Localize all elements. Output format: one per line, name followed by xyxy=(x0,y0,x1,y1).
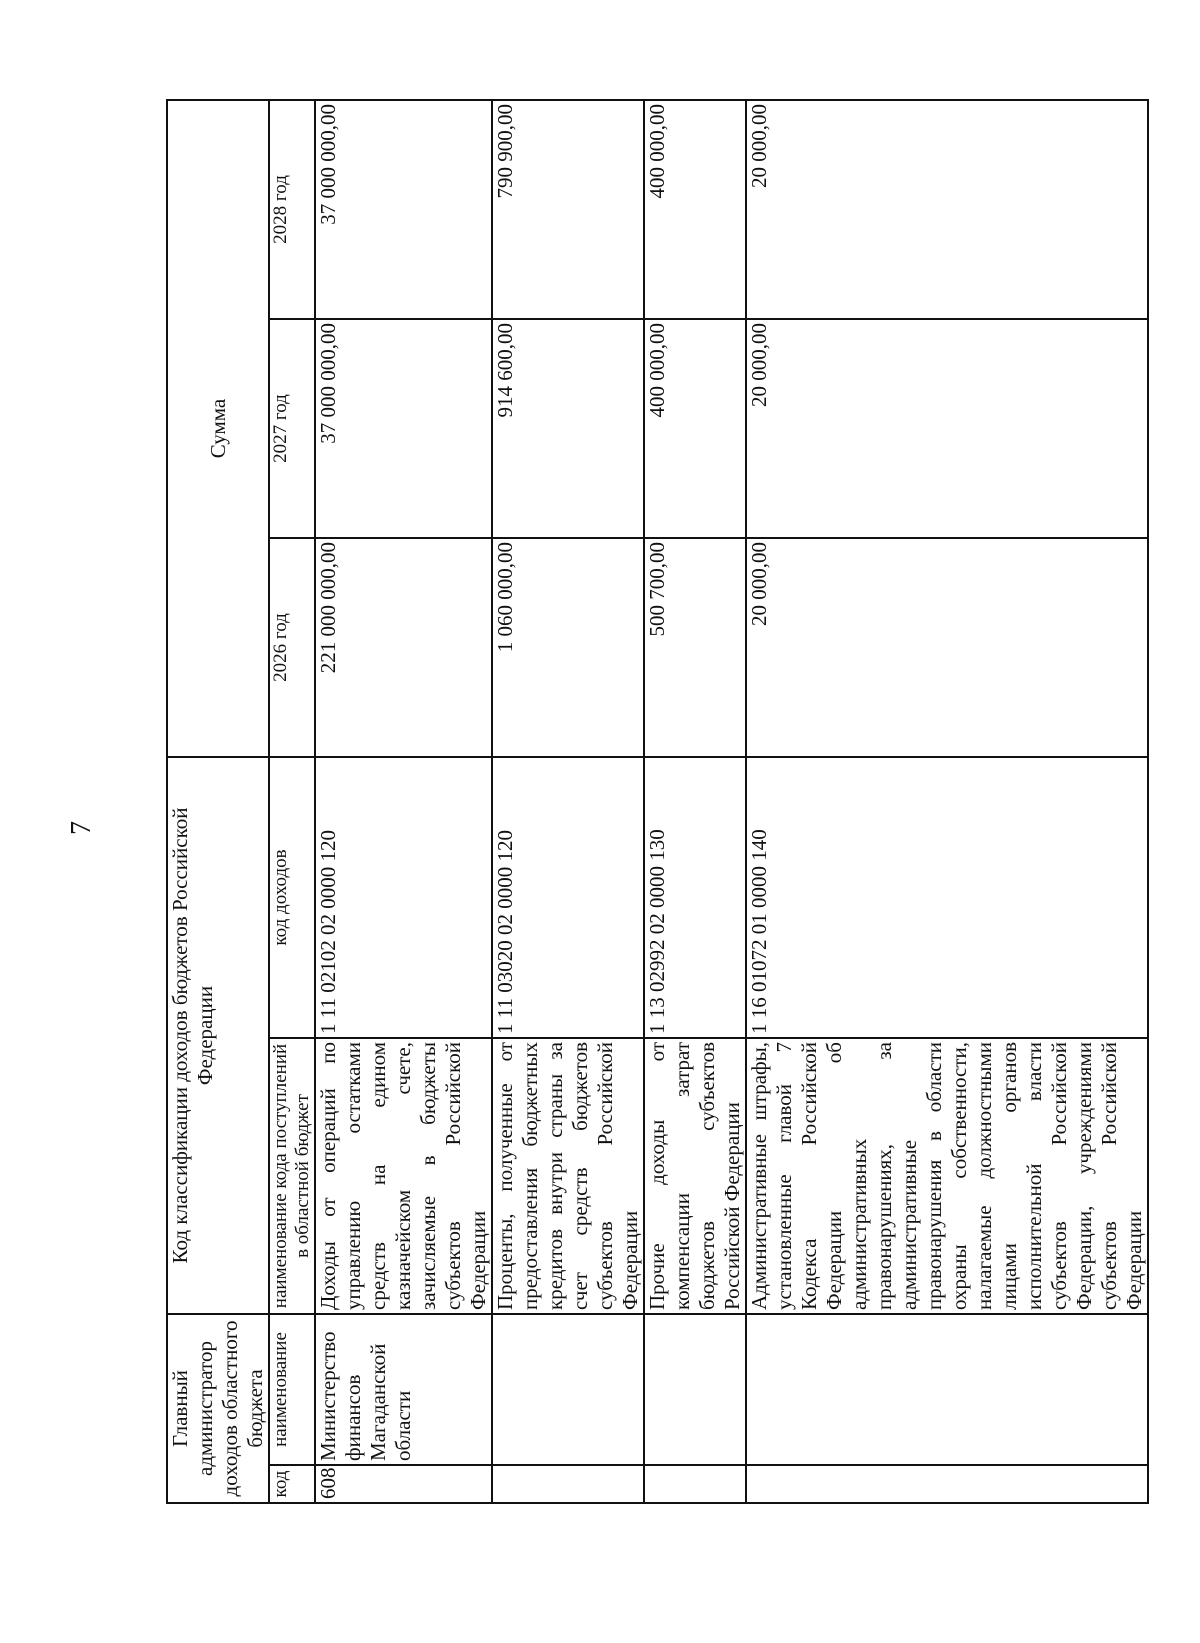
amount-2027-cell: 914 600,00 xyxy=(492,319,644,538)
header-income-code: код доходов xyxy=(269,757,315,1038)
table-row xyxy=(644,100,746,1503)
header-row-1 xyxy=(167,100,269,1503)
admin-code-cell: 608 xyxy=(315,1465,492,1503)
amount-2028-cell: 37 000 000,00 xyxy=(315,100,492,319)
income-code-cell: 1 13 02992 02 0000 130 xyxy=(644,757,746,1038)
amount-2028-cell: 20 000,00 xyxy=(746,100,1148,319)
header-admin-group: Главный администратор доходов областного бюджета xyxy=(167,1314,269,1503)
amount-2028-cell: 400 000,00 xyxy=(644,100,746,319)
income-code-cell: 1 16 01072 01 0000 140 xyxy=(746,757,1148,1038)
amount-2027-cell: 400 000,00 xyxy=(644,319,746,538)
amount-2028-cell: 790 900,00 xyxy=(492,100,644,319)
rotated-table-container xyxy=(166,101,1146,1504)
amount-2026-cell: 221 000 000,00 xyxy=(315,538,492,757)
amount-2026-cell: 1 060 000,00 xyxy=(492,538,644,757)
income-code-cell: 1 11 02102 02 0000 120 xyxy=(315,757,492,1038)
header-year-2028: 2028 год xyxy=(269,100,315,319)
admin-name-cell xyxy=(746,1314,1148,1465)
amount-2026-cell: 500 700,00 xyxy=(644,538,746,757)
header-row-2 xyxy=(269,100,315,1503)
admin-name-cell: Министерство финансов Магаданской области xyxy=(315,1314,492,1465)
header-code: код xyxy=(269,1465,315,1503)
header-year-2027: 2027 год xyxy=(269,319,315,538)
revenue-table xyxy=(166,99,1149,1504)
income-description-cell: Проценты, полученные от предоставления бюджетных кредитов внутри страны за счет средств бюджетов субъектов Российской Федерации xyxy=(492,1038,644,1314)
amount-2027-cell: 20 000,00 xyxy=(746,319,1148,538)
header-name: наименование xyxy=(269,1314,315,1465)
income-description-cell: Административные штрафы, установленные главой 7 Кодекса Российской Федерации об административных правонарушениях, за административные правонарушения в области охраны собственности, налагаемые должностными лицами органов исполнительной власти субъектов Российской Федерации, учреждениями субъектов Российской Федерации xyxy=(746,1038,1148,1314)
header-sum-group: Сумма xyxy=(167,100,269,757)
admin-name-cell xyxy=(492,1314,644,1465)
table-row xyxy=(315,100,492,1503)
header-classification-group: Код классификации доходов бюджетов Российской Федерации xyxy=(167,757,269,1314)
amount-2026-cell: 20 000,00 xyxy=(746,538,1148,757)
table-row xyxy=(746,100,1148,1503)
amount-2027-cell: 37 000 000,00 xyxy=(315,319,492,538)
income-description-cell: Доходы от операций по управлению остатками средств на едином казначейском счете, зачисляемые в бюджеты субъектов Российской Федерации xyxy=(315,1038,492,1314)
table-row xyxy=(492,100,644,1503)
admin-code-cell xyxy=(746,1465,1148,1503)
income-description-cell: Прочие доходы от компенсации затрат бюджетов субъектов Российской Федерации xyxy=(644,1038,746,1314)
header-year-2026: 2026 год xyxy=(269,538,315,757)
admin-code-cell xyxy=(492,1465,644,1503)
admin-code-cell xyxy=(644,1465,746,1503)
income-code-cell: 1 11 03020 02 0000 120 xyxy=(492,757,644,1038)
header-income-name: наименование кода поступлений в областной бюджет xyxy=(269,1038,315,1314)
page-number: 7 xyxy=(66,821,97,835)
admin-name-cell xyxy=(644,1314,746,1465)
